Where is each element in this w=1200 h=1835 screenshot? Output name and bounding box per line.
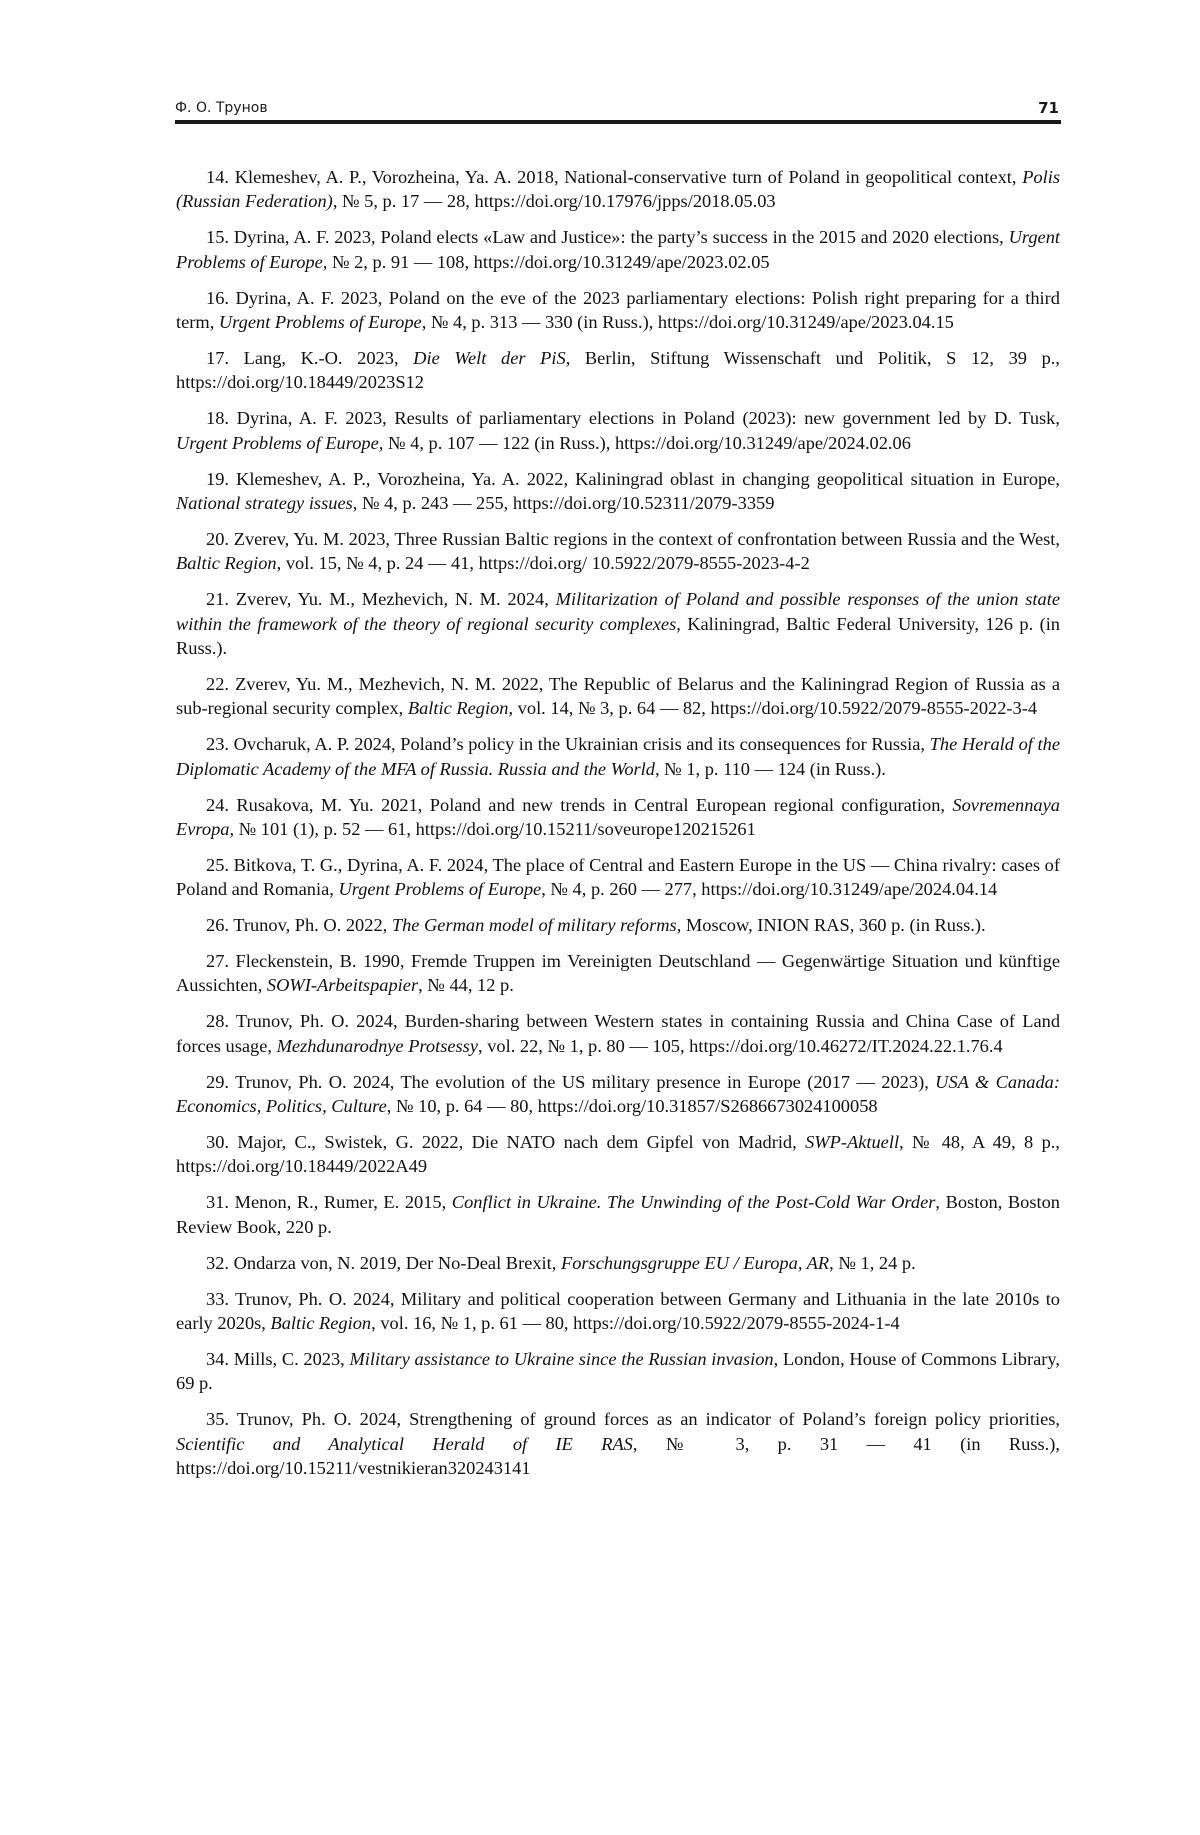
reference-number: 29. (206, 1072, 229, 1092)
reference-source-title: Mezhdunarodnye Protsessy (277, 1036, 478, 1056)
reference-item (176, 732, 1060, 781)
reference-text: , Berlin, Stiftung Wissenschaft und Politik, S 12, 39 p., https://doi.org/10.18449/2023S12 (176, 348, 1060, 392)
reference-text: , № 101 (1), p. 52 — 61, https://doi.org/10.15211/soveurope120215261 (229, 819, 755, 839)
reference-number: 22. (206, 674, 229, 694)
reference-item (176, 1190, 1060, 1239)
reference-text: Trunov, Ph. O. 2024, Military and political cooperation between Germany and Lithuania in the late 2010s to early 2020s, (176, 1289, 1060, 1333)
reference-item (176, 913, 1060, 937)
reference-number: 32. (206, 1253, 229, 1273)
reference-text: , № 1, 24 p. (829, 1253, 916, 1273)
reference-source-title: Urgent Problems of Europe (176, 227, 1060, 271)
reference-item (176, 225, 1060, 274)
running-header (175, 97, 1061, 119)
reference-source-title: Sovremennaya Evropa (176, 795, 1060, 839)
reference-source-title: National strategy issues (176, 493, 353, 513)
reference-text: Ondarza von, N. 2019, Der No-Deal Brexit, (234, 1253, 561, 1273)
reference-source-title: Forschungsgruppe EU / Europa, AR (561, 1253, 829, 1273)
reference-source-title: SWP-Aktuell (805, 1132, 899, 1152)
reference-text: Zverev, Yu. M., Mezhevich, N. M. 2024, (236, 589, 556, 609)
reference-number: 24. (206, 795, 229, 815)
reference-text: , vol. 16, № 1, p. 61 — 80, https://doi.org/10.5922/2079-8555-2024-1-4 (371, 1313, 900, 1333)
reference-item (176, 949, 1060, 998)
reference-number: 27. (206, 951, 229, 971)
reference-text: , № 3, p. 31 — 41 (in Russ.), https://doi.org/10.15211/vestnikieran320243141 (176, 1434, 1060, 1478)
reference-text: Fleckenstein, B. 1990, Fremde Truppen im Vereinigten Deutschland — Gegenwärtige Situation und künftige Aussichten, (176, 951, 1060, 995)
reference-source-title: Polis (Russian Federation) (176, 167, 1060, 211)
reference-item (176, 467, 1060, 516)
reference-text: Major, C., Swistek, G. 2022, Die NATO nach dem Gipfel von Madrid, (237, 1132, 805, 1152)
reference-text: , № 5, p. 17 — 28, https://doi.org/10.17976/jpps/2018.05.03 (333, 191, 776, 211)
reference-text: Trunov, Ph. O. 2024, Burden-sharing between Western states in containing Russia and China Case of Land forces usage, (176, 1011, 1060, 1055)
reference-item (176, 1130, 1060, 1179)
reference-text: Mills, C. 2023, (234, 1349, 350, 1369)
reference-source-title: Urgent Problems of Europe (338, 879, 541, 899)
header-rule (175, 120, 1061, 124)
reference-number: 26. (206, 915, 229, 935)
reference-number: 15. (206, 227, 229, 247)
reference-number: 30. (206, 1132, 229, 1152)
reference-source-title: Conflict in Ukraine. The Unwinding of the Post-Cold War Order (452, 1192, 936, 1212)
reference-text: Dyrina, A. F. 2023, Poland elects «Law and Justice»: the party’s success in the 2015 and 2020 elections, (234, 227, 1009, 247)
reference-item (176, 587, 1060, 660)
reference-source-title: USA & Canada: Economics, Politics, Culture (176, 1072, 1060, 1116)
reference-text: , № 44, 12 p. (418, 975, 514, 995)
reference-source-title: Urgent Problems of Europe (219, 312, 422, 332)
reference-text: Kaliningrad, Baltic Federal University, 126 p. (in Russ.). (176, 614, 1060, 658)
reference-text: Zverev, Yu. M., Mezhevich, N. M. 2022, The Republic of Belarus and the Kaliningrad Region of Russia as a sub-regional security complex, (176, 674, 1060, 718)
reference-text: Ovcharuk, A. P. 2024, Poland’s policy in the Ukrainian crisis and its consequences for Russia, (234, 734, 930, 754)
reference-text: Trunov, Ph. O. 2024, The evolution of the US military presence in Europe (2017 — 2023), (235, 1072, 935, 1092)
reference-number: 35. (206, 1409, 229, 1429)
reference-item (176, 1070, 1060, 1119)
reference-text: Menon, R., Rumer, E. 2015, (235, 1192, 452, 1212)
reference-text: Lang, K.-O. 2023, (244, 348, 414, 368)
reference-text: , № 4, p. 260 — 277, https://doi.org/10.31249/ape/2024.04.14 (541, 879, 997, 899)
reference-source-title: Baltic Region (271, 1313, 372, 1333)
reference-item (176, 793, 1060, 842)
reference-number: 19. (206, 469, 229, 489)
running-header-author: Ф. О. Трунов (175, 100, 268, 116)
reference-item (176, 527, 1060, 576)
reference-text: Trunov, Ph. O. 2022, (233, 915, 392, 935)
reference-text: Rusakova, M. Yu. 2021, Poland and new trends in Central European regional configuration, (236, 795, 952, 815)
reference-text: Klemeshev, A. P., Vorozheina, Ya. A. 2018, National-conservative turn of Poland in geopolitical context, (235, 167, 1023, 187)
reference-text: , № 48, A 49, 8 p., https://doi.org/10.18449/2022A49 (176, 1132, 1060, 1176)
reference-text: , № 10, p. 64 — 80, https://doi.org/10.31857/S2686673024100058 (387, 1096, 878, 1116)
reference-text: Klemeshev, A. P., Vorozheina, Ya. A. 2022, Kaliningrad oblast in changing geopolitical situation in Europe, (236, 469, 1060, 489)
reference-number: 34. (206, 1349, 229, 1369)
reference-item (176, 1287, 1060, 1336)
reference-text: , vol. 22, № 1, p. 80 — 105, https://doi.org/10.46272/IT.2024.22.1.76.4 (478, 1036, 1003, 1056)
reference-source-title: SOWI-Arbeitspapier (267, 975, 418, 995)
reference-item (176, 1347, 1060, 1396)
reference-text: Zverev, Yu. M. 2023, Three Russian Baltic regions in the context of confrontation between Russia and the West, (234, 529, 1060, 549)
reference-source-title: Baltic Region (408, 698, 509, 718)
reference-item (176, 165, 1060, 214)
page-number: 71 (1038, 99, 1059, 117)
reference-text: , № 4, p. 313 — 330 (in Russ.), https://doi.org/10.31249/ape/2023.04.15 (422, 312, 954, 332)
reference-number: 33. (206, 1289, 229, 1309)
reference-text: , vol. 14, № 3, p. 64 — 82, https://doi.org/10.5922/2079-8555-2022-3-4 (508, 698, 1037, 718)
reference-source-title: Urgent Problems of Europe (176, 433, 379, 453)
reference-text: , № 2, p. 91 — 108, https://doi.org/10.31249/ape/2023.02.05 (323, 252, 770, 272)
reference-number: 20. (206, 529, 229, 549)
reference-text: , № 4, p. 243 — 255, https://doi.org/10.52311/2079-3359 (353, 493, 775, 513)
reference-source-title: Military assistance to Ukraine since the Russian invasion (349, 1349, 773, 1369)
reference-text: , vol. 15, № 4, p. 24 — 41, https://doi.org/ 10.5922/2079-8555-2023-4-2 (277, 553, 810, 573)
reference-text: , Moscow, INION RAS, 360 p. (in Russ.). (677, 915, 986, 935)
reference-number: 23. (206, 734, 229, 754)
reference-source-title: Militarization of Poland and possible responses of the union state within the framework of the theory of regional security complexes, (176, 589, 1060, 633)
reference-text: Bitkova, T. G., Dyrina, A. F. 2024, The place of Central and Eastern Europe in the US — China rivalry: cases of Poland and Romania, (176, 855, 1060, 899)
reference-text: Dyrina, A. F. 2023, Poland on the eve of the 2023 parliamentary elections: Polish right preparing for a third term, (176, 288, 1060, 332)
reference-source-title: Scientific and Analytical Herald of IE RAS (176, 1434, 633, 1454)
reference-number: 28. (206, 1011, 229, 1031)
document-page (0, 0, 1200, 1835)
reference-source-title: The German model of military reforms (392, 915, 677, 935)
reference-number: 17. (206, 348, 229, 368)
reference-source-title: Baltic Region (176, 553, 277, 573)
reference-number: 21. (206, 589, 229, 609)
reference-item (176, 346, 1060, 395)
reference-number: 31. (206, 1192, 229, 1212)
reference-item (176, 1009, 1060, 1058)
reference-text: № 1, p. 110 — 124 (in Russ.). (660, 759, 886, 779)
reference-text: , Boston, Boston Review Book, 220 p. (176, 1192, 1060, 1236)
reference-item (176, 286, 1060, 335)
reference-item (176, 406, 1060, 455)
reference-number: 16. (206, 288, 229, 308)
reference-source-title: The Herald of the Diplomatic Academy of the MFA of Russia. Russia and the World, (176, 734, 1060, 778)
reference-item (176, 1251, 1060, 1275)
reference-item (176, 672, 1060, 721)
reference-list (176, 165, 1060, 1492)
reference-text: , № 4, p. 107 — 122 (in Russ.), https://doi.org/10.31249/ape/2024.02.06 (379, 433, 911, 453)
reference-text: , London, House of Commons Library, 69 p. (176, 1349, 1060, 1393)
reference-number: 14. (206, 167, 229, 187)
reference-item (176, 853, 1060, 902)
reference-source-title: Die Welt der PiS (413, 348, 566, 368)
reference-number: 18. (206, 408, 229, 428)
reference-number: 25. (206, 855, 229, 875)
reference-item (176, 1407, 1060, 1480)
reference-text: Trunov, Ph. O. 2024, Strengthening of ground forces as an indicator of Poland’s foreign policy priorities, (237, 1409, 1060, 1429)
reference-text: Dyrina, A. F. 2023, Results of parliamentary elections in Poland (2023): new government led by D. Tusk, (237, 408, 1060, 428)
